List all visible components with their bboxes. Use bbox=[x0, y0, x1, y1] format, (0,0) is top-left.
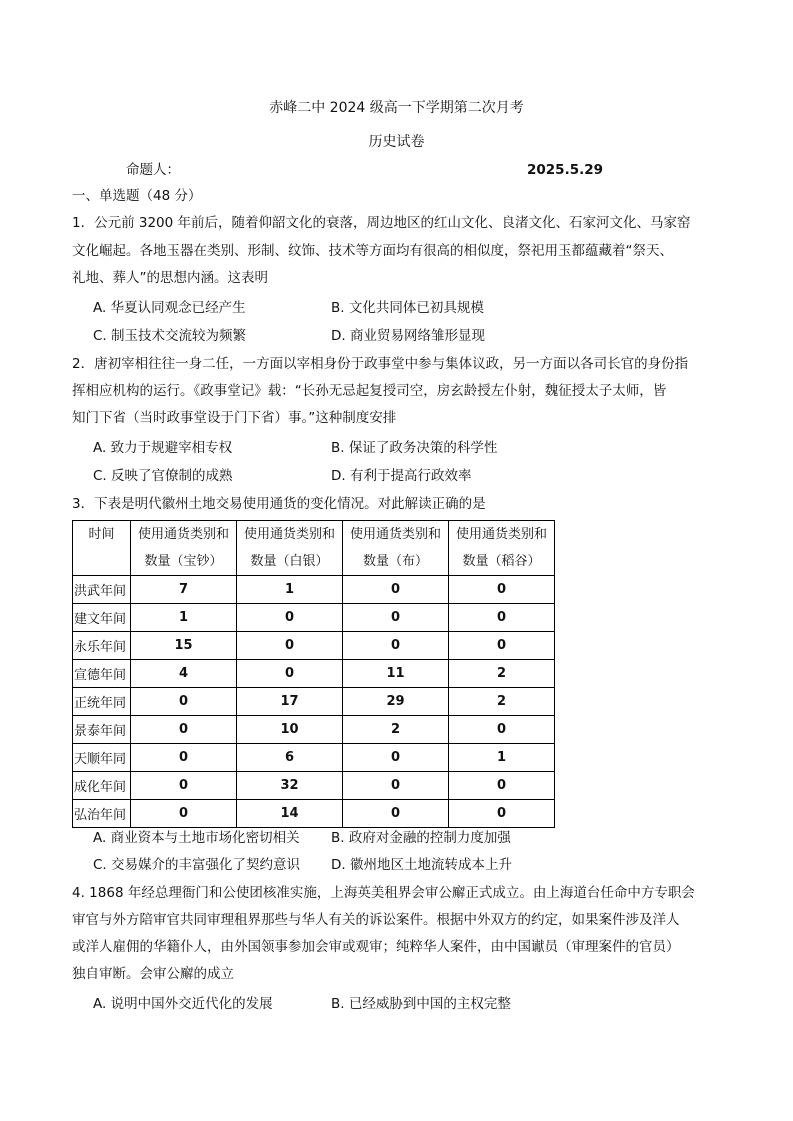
cell-baochao: 0 bbox=[131, 744, 237, 772]
question-text-line: 2．唐初宰相往往一身二任，一方面以宰相身份于政事堂中参与集体议政，另一方面以各司长官的身份指 bbox=[72, 356, 689, 372]
cell-cloth: 11 bbox=[343, 660, 449, 688]
option-a: A. 说明中国外交近代化的发展 bbox=[93, 996, 273, 1012]
row-period: 天顺年同 bbox=[73, 744, 131, 772]
question-text-line: 文化崛起。各地玉器在类别、形制、纹饰、技术等方面均有很高的相似度，祭祀用玉都蕴藏着“祭天、 bbox=[72, 243, 673, 259]
cell-baochao: 7 bbox=[131, 576, 237, 604]
option-d: D. 徽州地区土地流转成本上升 bbox=[331, 857, 512, 873]
table-row bbox=[73, 716, 555, 744]
table-row bbox=[73, 688, 555, 716]
cell-rice: 0 bbox=[449, 576, 555, 604]
question-text-line: 1．公元前 3200 年前后，随着仰韶文化的衰落，周边地区的红山文化、良渚文化、石家河文化、马家窑 bbox=[72, 215, 691, 231]
cell-silver: 0 bbox=[237, 660, 343, 688]
cell-rice: 1 bbox=[449, 744, 555, 772]
option-b: B. 政府对金融的控制力度加强 bbox=[331, 830, 511, 846]
question-text-line: 3．下表是明代徽州土地交易使用通货的变化情况。对此解读正确的是 bbox=[72, 496, 486, 512]
header-rice: 使用通货类别和 数量（稻谷） bbox=[449, 521, 555, 576]
section-heading: 一、单选题（48 分） bbox=[72, 188, 202, 204]
cell-rice: 0 bbox=[449, 772, 555, 800]
option-c: C. 交易媒介的丰富强化了契约意识 bbox=[93, 857, 301, 873]
cell-baochao: 15 bbox=[131, 632, 237, 660]
header-silver: 使用通货类别和 数量（白银） bbox=[237, 521, 343, 576]
row-period: 洪武年间 bbox=[73, 576, 131, 604]
header-baochao: 使用通货类别和 数量（宝钞） bbox=[131, 521, 237, 576]
cell-baochao: 0 bbox=[131, 800, 237, 828]
row-period: 景泰年间 bbox=[73, 716, 131, 744]
cell-cloth: 0 bbox=[343, 744, 449, 772]
table-row bbox=[73, 632, 555, 660]
row-period: 成化年间 bbox=[73, 772, 131, 800]
cell-silver: 14 bbox=[237, 800, 343, 828]
cell-cloth: 0 bbox=[343, 604, 449, 632]
page-title: 赤峰二中 2024 级高一下学期第二次月考 bbox=[269, 100, 524, 116]
table-header-row bbox=[73, 521, 555, 576]
cell-silver: 0 bbox=[237, 632, 343, 660]
cell-cloth: 29 bbox=[343, 688, 449, 716]
cell-baochao: 0 bbox=[131, 688, 237, 716]
cell-baochao: 1 bbox=[131, 604, 237, 632]
cell-rice: 0 bbox=[449, 800, 555, 828]
option-b: B. 已经威胁到中国的主权完整 bbox=[331, 996, 511, 1012]
table-row bbox=[73, 660, 555, 688]
option-b: B. 文化共同体已初具规模 bbox=[331, 300, 484, 316]
cell-silver: 6 bbox=[237, 744, 343, 772]
option-a: A. 致力于规避宰相专权 bbox=[93, 440, 233, 456]
cell-cloth: 0 bbox=[343, 800, 449, 828]
currency-table bbox=[72, 520, 555, 828]
cell-cloth: 0 bbox=[343, 772, 449, 800]
cell-cloth: 0 bbox=[343, 576, 449, 604]
cell-silver: 1 bbox=[237, 576, 343, 604]
cell-baochao: 4 bbox=[131, 660, 237, 688]
question-text-line: 4. 1868 年经总理衙门和公使团核准实施，上海英美租界会审公廨正式成立。由上海道台任命中方专职会 bbox=[72, 885, 695, 901]
row-period: 永乐年间 bbox=[73, 632, 131, 660]
question-text-line: 或洋人雇佣的华籍仆人，由外国领事参加会审或观审；纯粹华人案件，由中国谳员（审理案件的官员） bbox=[72, 939, 680, 955]
table-row bbox=[73, 604, 555, 632]
option-a: A. 商业资本与土地市场化密切相关 bbox=[93, 830, 300, 846]
cell-rice: 0 bbox=[449, 604, 555, 632]
row-period: 宣德年间 bbox=[73, 660, 131, 688]
table-row bbox=[73, 576, 555, 604]
header-time: 时间 bbox=[73, 521, 131, 576]
question-text-line: 审官与外方陪审官共同审理租界那些与华人有关的诉讼案件。根据中外双方的约定，如果案件涉及洋人 bbox=[72, 912, 680, 928]
cell-baochao: 0 bbox=[131, 716, 237, 744]
cell-silver: 10 bbox=[237, 716, 343, 744]
table-row bbox=[73, 744, 555, 772]
option-a: A. 华夏认同观念已经产生 bbox=[93, 300, 246, 316]
row-period: 弘治年间 bbox=[73, 800, 131, 828]
cell-rice: 0 bbox=[449, 632, 555, 660]
cell-silver: 17 bbox=[237, 688, 343, 716]
header-cloth: 使用通货类别和 数量（布） bbox=[343, 521, 449, 576]
cell-cloth: 0 bbox=[343, 632, 449, 660]
cell-baochao: 0 bbox=[131, 772, 237, 800]
option-c: C. 反映了官僚制的成熟 bbox=[93, 468, 233, 484]
cell-rice: 2 bbox=[449, 688, 555, 716]
option-b: B. 保证了政务决策的科学性 bbox=[331, 440, 498, 456]
question-text-line: 知门下省（当时政事堂设于门下省）事。”这种制度安排 bbox=[72, 410, 397, 426]
option-d: D. 商业贸易网络雏形显现 bbox=[331, 328, 485, 344]
row-period: 正统年同 bbox=[73, 688, 131, 716]
row-period: 建文年间 bbox=[73, 604, 131, 632]
table-row bbox=[73, 772, 555, 800]
cell-rice: 0 bbox=[449, 716, 555, 744]
option-c: C. 制玉技术交流较为频繁 bbox=[93, 328, 247, 344]
question-text-line: 独自审断。会审公廨的成立 bbox=[72, 966, 234, 982]
exam-date: 2025.5.29 bbox=[527, 162, 604, 178]
page-subtitle: 历史试卷 bbox=[368, 134, 425, 150]
question-text-line: 礼地、葬人”的思想内涵。这表明 bbox=[72, 270, 268, 286]
cell-rice: 2 bbox=[449, 660, 555, 688]
author-label: 命题人： bbox=[126, 162, 180, 178]
cell-silver: 32 bbox=[237, 772, 343, 800]
cell-cloth: 2 bbox=[343, 716, 449, 744]
option-d: D. 有利于提高行政效率 bbox=[331, 468, 472, 484]
cell-silver: 0 bbox=[237, 604, 343, 632]
question-text-line: 挥相应机构的运行。《政事堂记》载：“长孙无忌起复授司空，房玄龄授左仆射，魏征授太子太师，皆 bbox=[72, 383, 667, 399]
table-row bbox=[73, 800, 555, 828]
